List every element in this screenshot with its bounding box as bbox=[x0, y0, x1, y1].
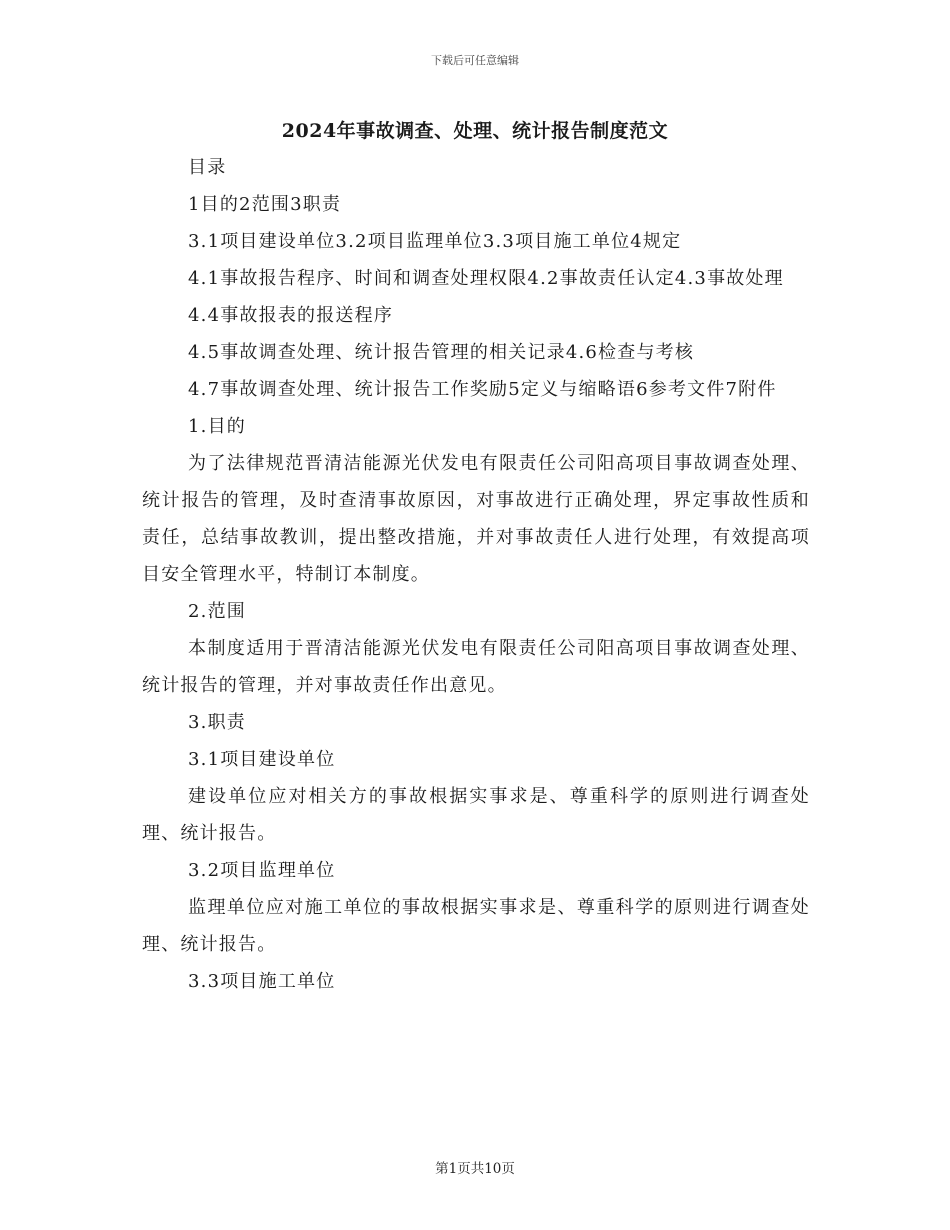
page-number: 第1页共10页 bbox=[435, 1161, 515, 1177]
toc-line: 4.7事故调查处理、统计报告工作奖励5定义与缩略语6参考文件7附件 bbox=[188, 379, 777, 400]
toc-line: 4.4事故报表的报送程序 bbox=[188, 305, 394, 326]
body-paragraph: 为了法律规范晋清洁能源光伏发电有限责任公司阳高项目事故调查处理、统计报告的管理，及时查清事故原因，对事故进行正确处理，界定事故性质和责任，总结事故教训，提出整改措施，并对事故责任人进行处理，有效提高项目安全管理水平，特制订本制度。 bbox=[142, 453, 810, 585]
toc-line: 4.1事故报告程序、时间和调查处理权限4.2事故责任认定4.3事故处理 bbox=[188, 268, 784, 289]
subsection-heading: 3.3项目施工单位 bbox=[188, 971, 336, 992]
page-header: 下载后可任意编辑 bbox=[431, 54, 519, 67]
subsection-heading: 3.1项目建设单位 bbox=[188, 749, 336, 770]
subsection-heading: 3.2项目监理单位 bbox=[188, 860, 336, 881]
toc-line: 3.1项目建设单位3.2项目监理单位3.3项目施工单位4规定 bbox=[188, 231, 682, 252]
section-heading: 2.范围 bbox=[188, 601, 246, 622]
body-paragraph: 监理单位应对施工单位的事故根据实事求是、尊重科学的原则进行调查处理、统计报告。 bbox=[142, 897, 810, 955]
toc-line: 4.5事故调查处理、统计报告管理的相关记录4.6检查与考核 bbox=[188, 342, 695, 363]
document-body bbox=[142, 149, 810, 1000]
toc-heading: 目录 bbox=[188, 157, 227, 178]
body-paragraph: 本制度适用于晋清洁能源光伏发电有限责任公司阳高项目事故调查处理、统计报告的管理，并对事故责任作出意见。 bbox=[142, 638, 810, 696]
body-paragraph: 建设单位应对相关方的事故根据实事求是、尊重科学的原则进行调查处理、统计报告。 bbox=[142, 786, 810, 844]
section-heading: 3.职责 bbox=[188, 712, 246, 733]
document-title: 2024年事故调查、处理、统计报告制度范文 bbox=[281, 120, 669, 142]
toc-line: 1目的2范围3职责 bbox=[188, 194, 342, 215]
section-heading: 1.目的 bbox=[188, 416, 246, 437]
